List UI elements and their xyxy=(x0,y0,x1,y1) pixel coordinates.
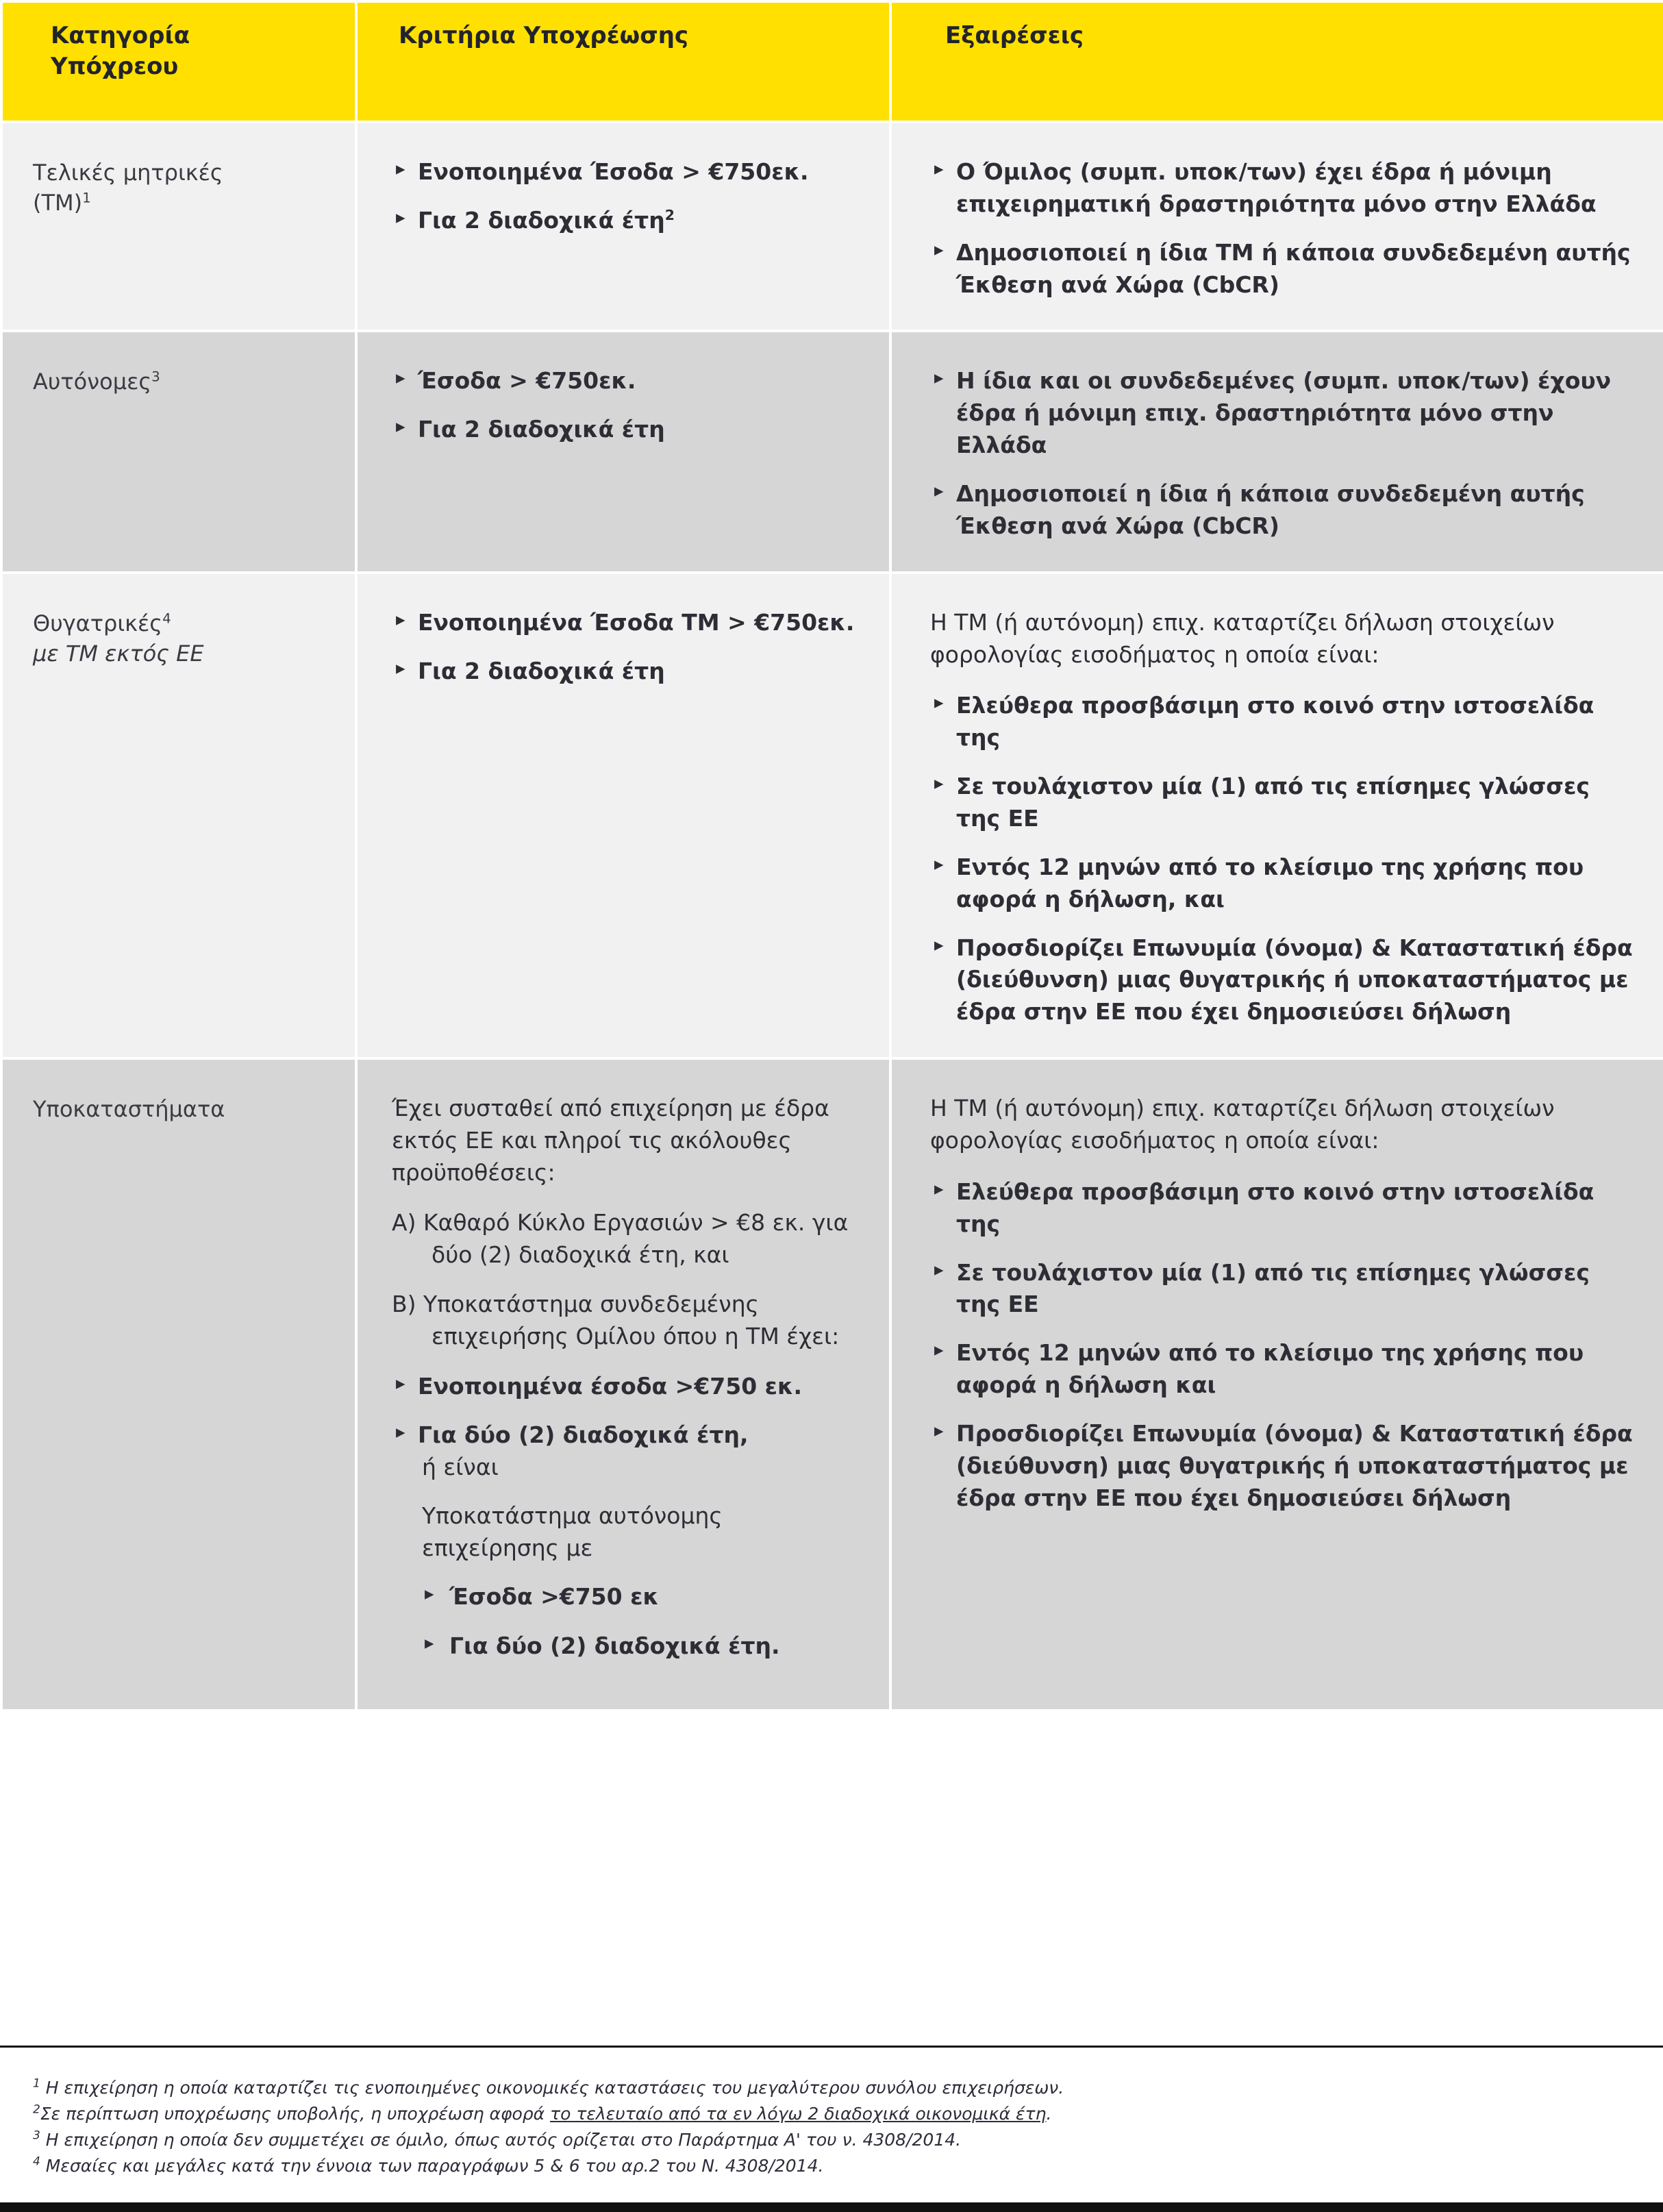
criteria-alt-lead: Υποκατάστημα αυτόνομης επιχείρησης με xyxy=(422,1502,723,1561)
footnote-text: Η επιχείρηση η οποία δεν συμμετέχει σε όμιλο, όπως αυτός ορίζεται στο Παράρτημα Α' του ν. 4308/2014. xyxy=(45,2130,962,2150)
exceptions-lead-text: Η ΤΜ (ή αυτόνομη) επιχ. καταρτίζει δήλωση στοιχείων φορολογίας εισοδήματος η οποία είναι: xyxy=(930,608,1555,668)
cell-exceptions xyxy=(892,574,1663,1057)
cell-category xyxy=(3,1060,355,1709)
list-item: ▸ Ενοποιημένα Έσοδα ΤΜ > €750εκ. xyxy=(392,607,862,639)
criteria-item-a: Α) Καθαρό Κύκλο Εργασιών > €8 εκ. για δύο (2) διαδοχικά έτη, και xyxy=(392,1208,849,1268)
criteria-bullet-list-b xyxy=(392,1371,862,1452)
footnote-marker: 3 xyxy=(33,2128,40,2143)
exceptions-lead-text: Η ΤΜ (ή αυτόνομη) επιχ. καταρτίζει δήλωση στοιχείων φορολογίας εισοδήματος η οποία είναι: xyxy=(930,1095,1555,1154)
table-body xyxy=(3,123,1663,1709)
criteria-or-line: ή είναι xyxy=(422,1453,499,1480)
list-item: ▸ Για δύο (2) διαδοχικά έτη, xyxy=(392,1419,862,1452)
list-item xyxy=(392,156,862,188)
column-header-category xyxy=(3,3,355,121)
category-line1: Τελικές μητρικές xyxy=(33,160,223,186)
footnote-underlined-text: το τελευταίο από τα εν λόγω 2 διαδοχικά οικονομικά έτη xyxy=(550,2104,1047,2124)
table-header-row xyxy=(3,3,1663,121)
list-item: ▸ Η ίδια και οι συνδεδεμένες (συμπ. υποκ/των) έχουν έδρα ή μόνιμη επιχ. δραστηριότητα μόνο στην Ελλάδα xyxy=(930,365,1638,462)
bullet-text: Για 2 διαδοχικά έτη xyxy=(418,206,665,234)
list-item: ▸ Ενοποιημένα έσοδα >€750 εκ. xyxy=(392,1371,862,1403)
list-item: ▸ Ελεύθερα προσβάσιμη στο κοινό στην ιστοσελίδα της xyxy=(930,1176,1638,1241)
footnote-ref: 2 xyxy=(664,206,675,223)
table-row xyxy=(3,332,1663,571)
list-item: ▸ Προσδιορίζει Επωνυμία (όνομα) & Καταστατική έδρα (διεύθυνση) μιας θυγατρικής ή υποκαταστήματος με έδρα στην ΕΕ που έχει δημοσιεύσει δήλωση xyxy=(930,932,1638,1029)
criteria-bullet-list-alt xyxy=(392,1581,862,1663)
cell-exceptions xyxy=(892,1060,1663,1709)
footnote-text: Μεσαίες και μεγάλες κατά την έννοια των παραγράφων 5 & 6 του αρ.2 του Ν. 4308/2014. xyxy=(45,2156,824,2176)
table-header xyxy=(3,3,1663,121)
category-line1: Θυγατρικές xyxy=(33,610,163,636)
exceptions-bullet-list xyxy=(930,1176,1638,1515)
list-item: ▸ Δημοσιοποιεί η ίδια ΤΜ ή κάποια συνδεδεμένη αυτής Έκθεση ανά Χώρα (CbCR) xyxy=(930,237,1638,301)
list-item: ▸ Έσοδα > €750εκ. xyxy=(392,365,862,397)
list-item xyxy=(392,205,862,237)
category-line1: Αυτόνομες xyxy=(33,369,152,395)
exceptions-bullet-list xyxy=(930,365,1638,542)
cell-exceptions xyxy=(892,332,1663,571)
criteria-bullet-list xyxy=(392,156,862,237)
footnote-marker: 1 xyxy=(33,2076,40,2091)
exceptions-bullet-list xyxy=(930,690,1638,1028)
cell-exceptions xyxy=(892,123,1663,330)
footnote-text: Σε περίπτωση υποχρέωσης υποβολής, η υποχρέωση αφορά xyxy=(40,2104,551,2124)
list-item: ▸ Σε τουλάχιστον μία (1) από τις επίσημες γλώσσες της ΕΕ xyxy=(930,771,1638,835)
list-item: ▸ Προσδιορίζει Επωνυμία (όνομα) & Καταστατική έδρα (διεύθυνση) μιας θυγατρικής ή υποκαταστήματος με έδρα στην ΕΕ που έχει δημοσιεύσει δήλωση xyxy=(930,1418,1638,1515)
column-header-category-line2: Υπόχρεου xyxy=(51,53,179,81)
footnote-4 xyxy=(33,2153,1630,2179)
list-item: ▸ Εντός 12 μηνών από το κλείσιμο της χρήσης που αφορά η δήλωση και xyxy=(930,1337,1638,1402)
footnote-marker: 4 xyxy=(33,2154,40,2169)
category-line2: (ΤΜ) xyxy=(33,190,83,216)
footnote-text: Η επιχείρηση η οποία καταρτίζει τις ενοποιημένες οικονομικές καταστάσεις του μεγαλύτερου συνόλου επιχειρήσεων. xyxy=(45,2078,1064,2098)
footnote-1 xyxy=(33,2075,1630,2101)
footnote-ref: 3 xyxy=(151,369,160,385)
footnote-marker: 2 xyxy=(33,2102,40,2117)
cell-category xyxy=(3,332,355,571)
footnote-3 xyxy=(33,2127,1630,2153)
footnote-ref: 1 xyxy=(82,190,91,206)
cell-criteria xyxy=(358,1060,889,1709)
exceptions-bullet-list xyxy=(930,156,1638,301)
list-item: ▸ Ο Όμιλος (συμπ. υποκ/των) έχει έδρα ή μόνιμη επιχειρηματική δραστηριότητα μόνο στην Ελλάδα xyxy=(930,156,1638,221)
criteria-bullet-list xyxy=(392,365,862,446)
footnote-ref: 4 xyxy=(162,610,171,627)
column-header-exceptions: Εξαιρέσεις xyxy=(892,3,1663,121)
category-line1: Υποκαταστήματα xyxy=(33,1096,225,1123)
cell-criteria xyxy=(358,123,889,330)
list-item: ▸ Σε τουλάχιστον μία (1) από τις επίσημες γλώσσες της ΕΕ xyxy=(930,1257,1638,1321)
cell-category xyxy=(3,574,355,1057)
criteria-bullet-list xyxy=(392,607,862,688)
list-item: ▸ Ελεύθερα προσβάσιμη στο κοινό στην ιστοσελίδα της xyxy=(930,690,1638,754)
criteria-item-b: Β) Υποκατάστημα συνδεδεμένης επιχειρήσης Ομίλου όπου η ΤΜ έχει: xyxy=(392,1291,840,1350)
cell-criteria xyxy=(358,574,889,1057)
list-item: ▸ Δημοσιοποιεί η ίδια ή κάποια συνδεδεμένη αυτής Έκθεση ανά Χώρα (CbCR) xyxy=(930,478,1638,543)
footnote-2 xyxy=(33,2101,1630,2127)
list-item: ▸ Για δύο (2) διαδοχικά έτη. xyxy=(422,1630,862,1663)
list-item: ▸ Για 2 διαδοχικά έτη xyxy=(392,656,862,688)
table-row xyxy=(3,574,1663,1057)
list-item: ▸ Για 2 διαδοχικά έτη xyxy=(392,414,862,446)
list-item: ▸ Εντός 12 μηνών από το κλείσιμο της χρήσης που αφορά η δήλωση, και xyxy=(930,852,1638,916)
table-row xyxy=(3,1060,1663,1709)
criteria-lead-text: Έχει συσταθεί από επιχείρηση με έδρα εκτός ΕΕ και πληροί τις ακόλουθες προϋποθέσεις: xyxy=(392,1095,829,1186)
footnotes-block xyxy=(0,2046,1663,2212)
column-header-criteria: Κριτήρια Υποχρέωσης xyxy=(358,3,889,121)
category-line2: με ΤΜ εκτός ΕΕ xyxy=(33,640,204,667)
footnote-text-tail: . xyxy=(1046,2104,1052,2124)
list-item: ▸ Έσοδα >€750 εκ xyxy=(422,1581,862,1613)
column-header-category-line1: Κατηγορία xyxy=(51,22,190,49)
table-row xyxy=(3,123,1663,330)
bullet-text: Ενοποιημένα Έσοδα > €750εκ. xyxy=(418,158,809,185)
cell-category xyxy=(3,123,355,330)
cell-criteria xyxy=(358,332,889,571)
